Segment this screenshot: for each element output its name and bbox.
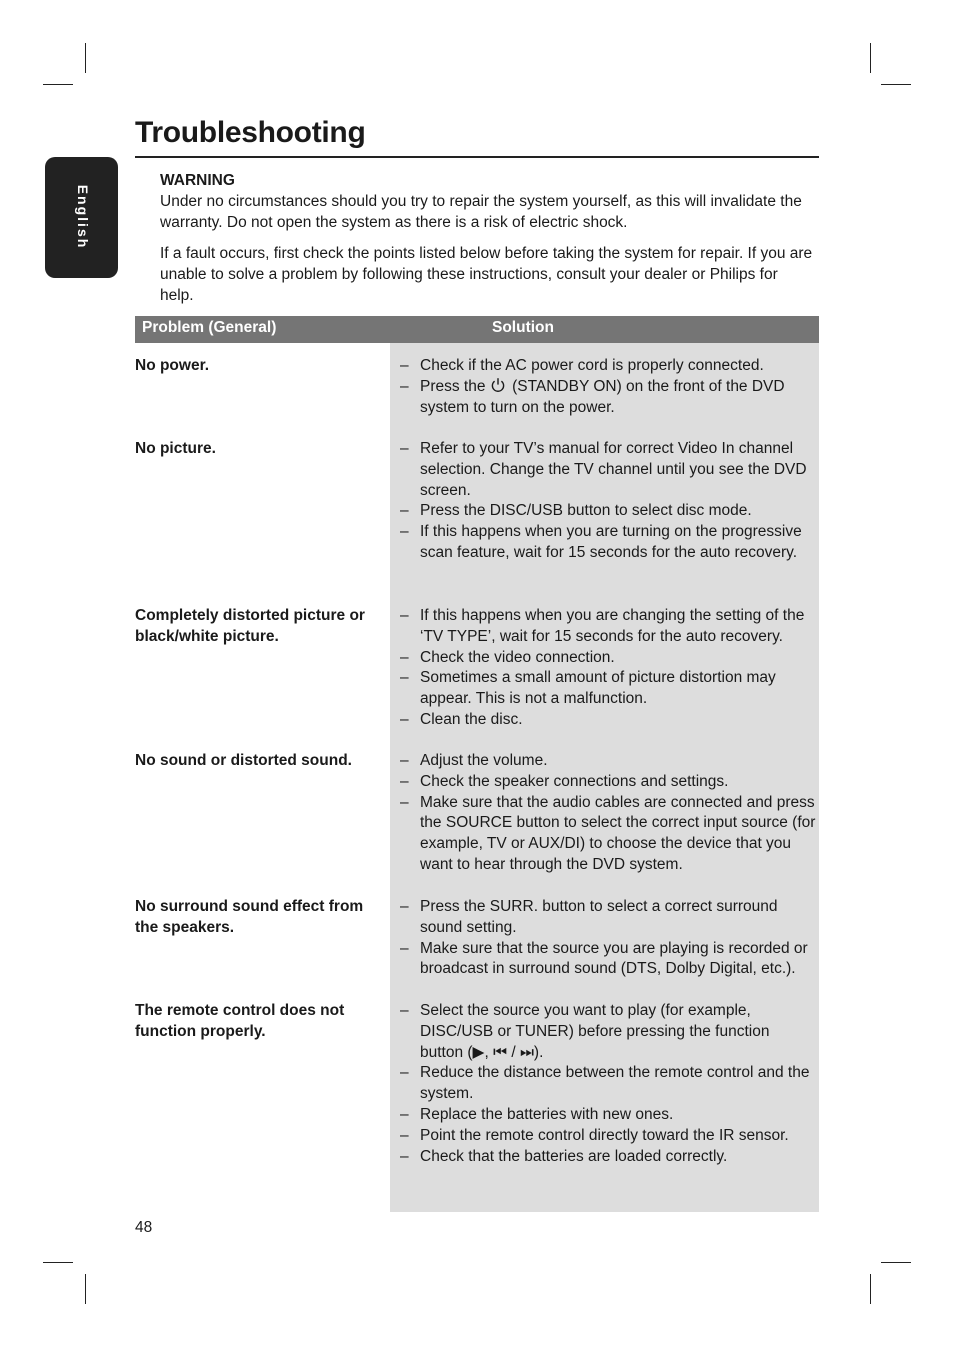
page-title: Troubleshooting <box>135 116 366 149</box>
solution-list <box>398 1001 816 1167</box>
solution-list <box>398 897 816 980</box>
solution-item: – Reduce the distance between the remote control and the system. <box>398 1063 816 1105</box>
solution-item: – Make sure that the source you are playing is recorded or broadcast in surround sound (DTS, Dolby Digital, etc.). <box>398 939 816 981</box>
solution-item: – Press the SURR. button to select a correct surround sound setting. <box>398 897 816 939</box>
intro-text: If a fault occurs, first check the points listed below before taking the system for repair. If you are unable to solve a problem by following these instructions, consult your dealer or Philips for help. <box>160 245 813 304</box>
column-header-solution: Solution <box>492 319 554 336</box>
crop-mark <box>881 84 911 85</box>
solution-text: Press the <box>420 377 490 395</box>
problem-no-sound: No sound or distorted sound. <box>135 752 352 769</box>
solution-item: – Check the video connection. <box>398 648 816 669</box>
column-header-problem: Problem (General) <box>142 319 277 336</box>
crop-mark <box>870 1274 871 1304</box>
solution-item: – Check the speaker connections and settings. <box>398 772 816 793</box>
crop-mark <box>43 1262 73 1263</box>
problem-no-power: No power. <box>135 357 210 374</box>
solution-item: – Make sure that the audio cables are connected and press the SOURCE button to select the correct input source (for example, TV or AUX/DI) to choose the device that you want to hear through the DVD system. <box>398 793 816 876</box>
language-tab-label: English <box>75 184 91 250</box>
page-number: 48 <box>135 1219 153 1236</box>
solution-text: (STANDBY ON) on the front of the DVD system to turn on the power. <box>420 377 785 416</box>
solution-list <box>398 606 816 731</box>
crop-mark <box>870 43 871 73</box>
solution-item: – If this happens when you are turning on the progressive scan feature, wait for 15 seconds for the auto recovery. <box>398 522 816 564</box>
solution-item: – Check that the batteries are loaded correctly. <box>398 1147 816 1168</box>
solution-list <box>398 751 816 876</box>
warning-heading: WARNING <box>160 172 235 189</box>
solution-item: – Replace the batteries with new ones. <box>398 1105 816 1126</box>
language-tab <box>45 157 118 278</box>
title-divider <box>135 156 819 158</box>
solution-item: – Sometimes a small amount of picture distortion may appear. This is not a malfunction. <box>398 668 816 710</box>
problem-no-picture: No picture. <box>135 440 216 457</box>
problem-remote-control: The remote control does not function properly. <box>135 1002 345 1040</box>
solution-item: – Adjust the volume. <box>398 751 816 772</box>
crop-mark <box>85 43 86 73</box>
solution-item: – Point the remote control directly toward the IR sensor. <box>398 1126 816 1147</box>
crop-mark <box>43 84 73 85</box>
crop-mark <box>881 1262 911 1263</box>
crop-mark <box>85 1274 86 1304</box>
warning-text: Under no circumstances should you try to repair the system yourself, as this will invalidate the warranty. Do not open the system as there is a risk of electric shock. <box>160 193 802 231</box>
solution-item: – Press the DISC/USB button to select disc mode. <box>398 501 816 522</box>
problem-distorted-picture: Completely distorted picture or black/white picture. <box>135 607 365 645</box>
solution-item: – Select the source you want to play (for example, DISC/USB or TUNER) before pressing the function button (▶, ⏮ / ⏭). <box>398 1001 816 1063</box>
solution-item: – Check if the AC power cord is properly connected. <box>398 356 816 377</box>
solution-item: – Refer to your TV’s manual for correct Video In channel selection. Change the TV channel until you see the DVD screen. <box>398 439 816 501</box>
solution-item <box>398 377 816 419</box>
power-icon <box>490 377 506 393</box>
solution-item: – Clean the disc. <box>398 710 816 731</box>
solution-list <box>398 356 816 418</box>
solution-list <box>398 439 816 564</box>
solution-item: – If this happens when you are changing the setting of the ‘TV TYPE’, wait for 15 seconds for the auto recovery. <box>398 606 816 648</box>
table-header <box>135 316 819 343</box>
problem-no-surround: No surround sound effect from the speakers. <box>135 898 364 936</box>
